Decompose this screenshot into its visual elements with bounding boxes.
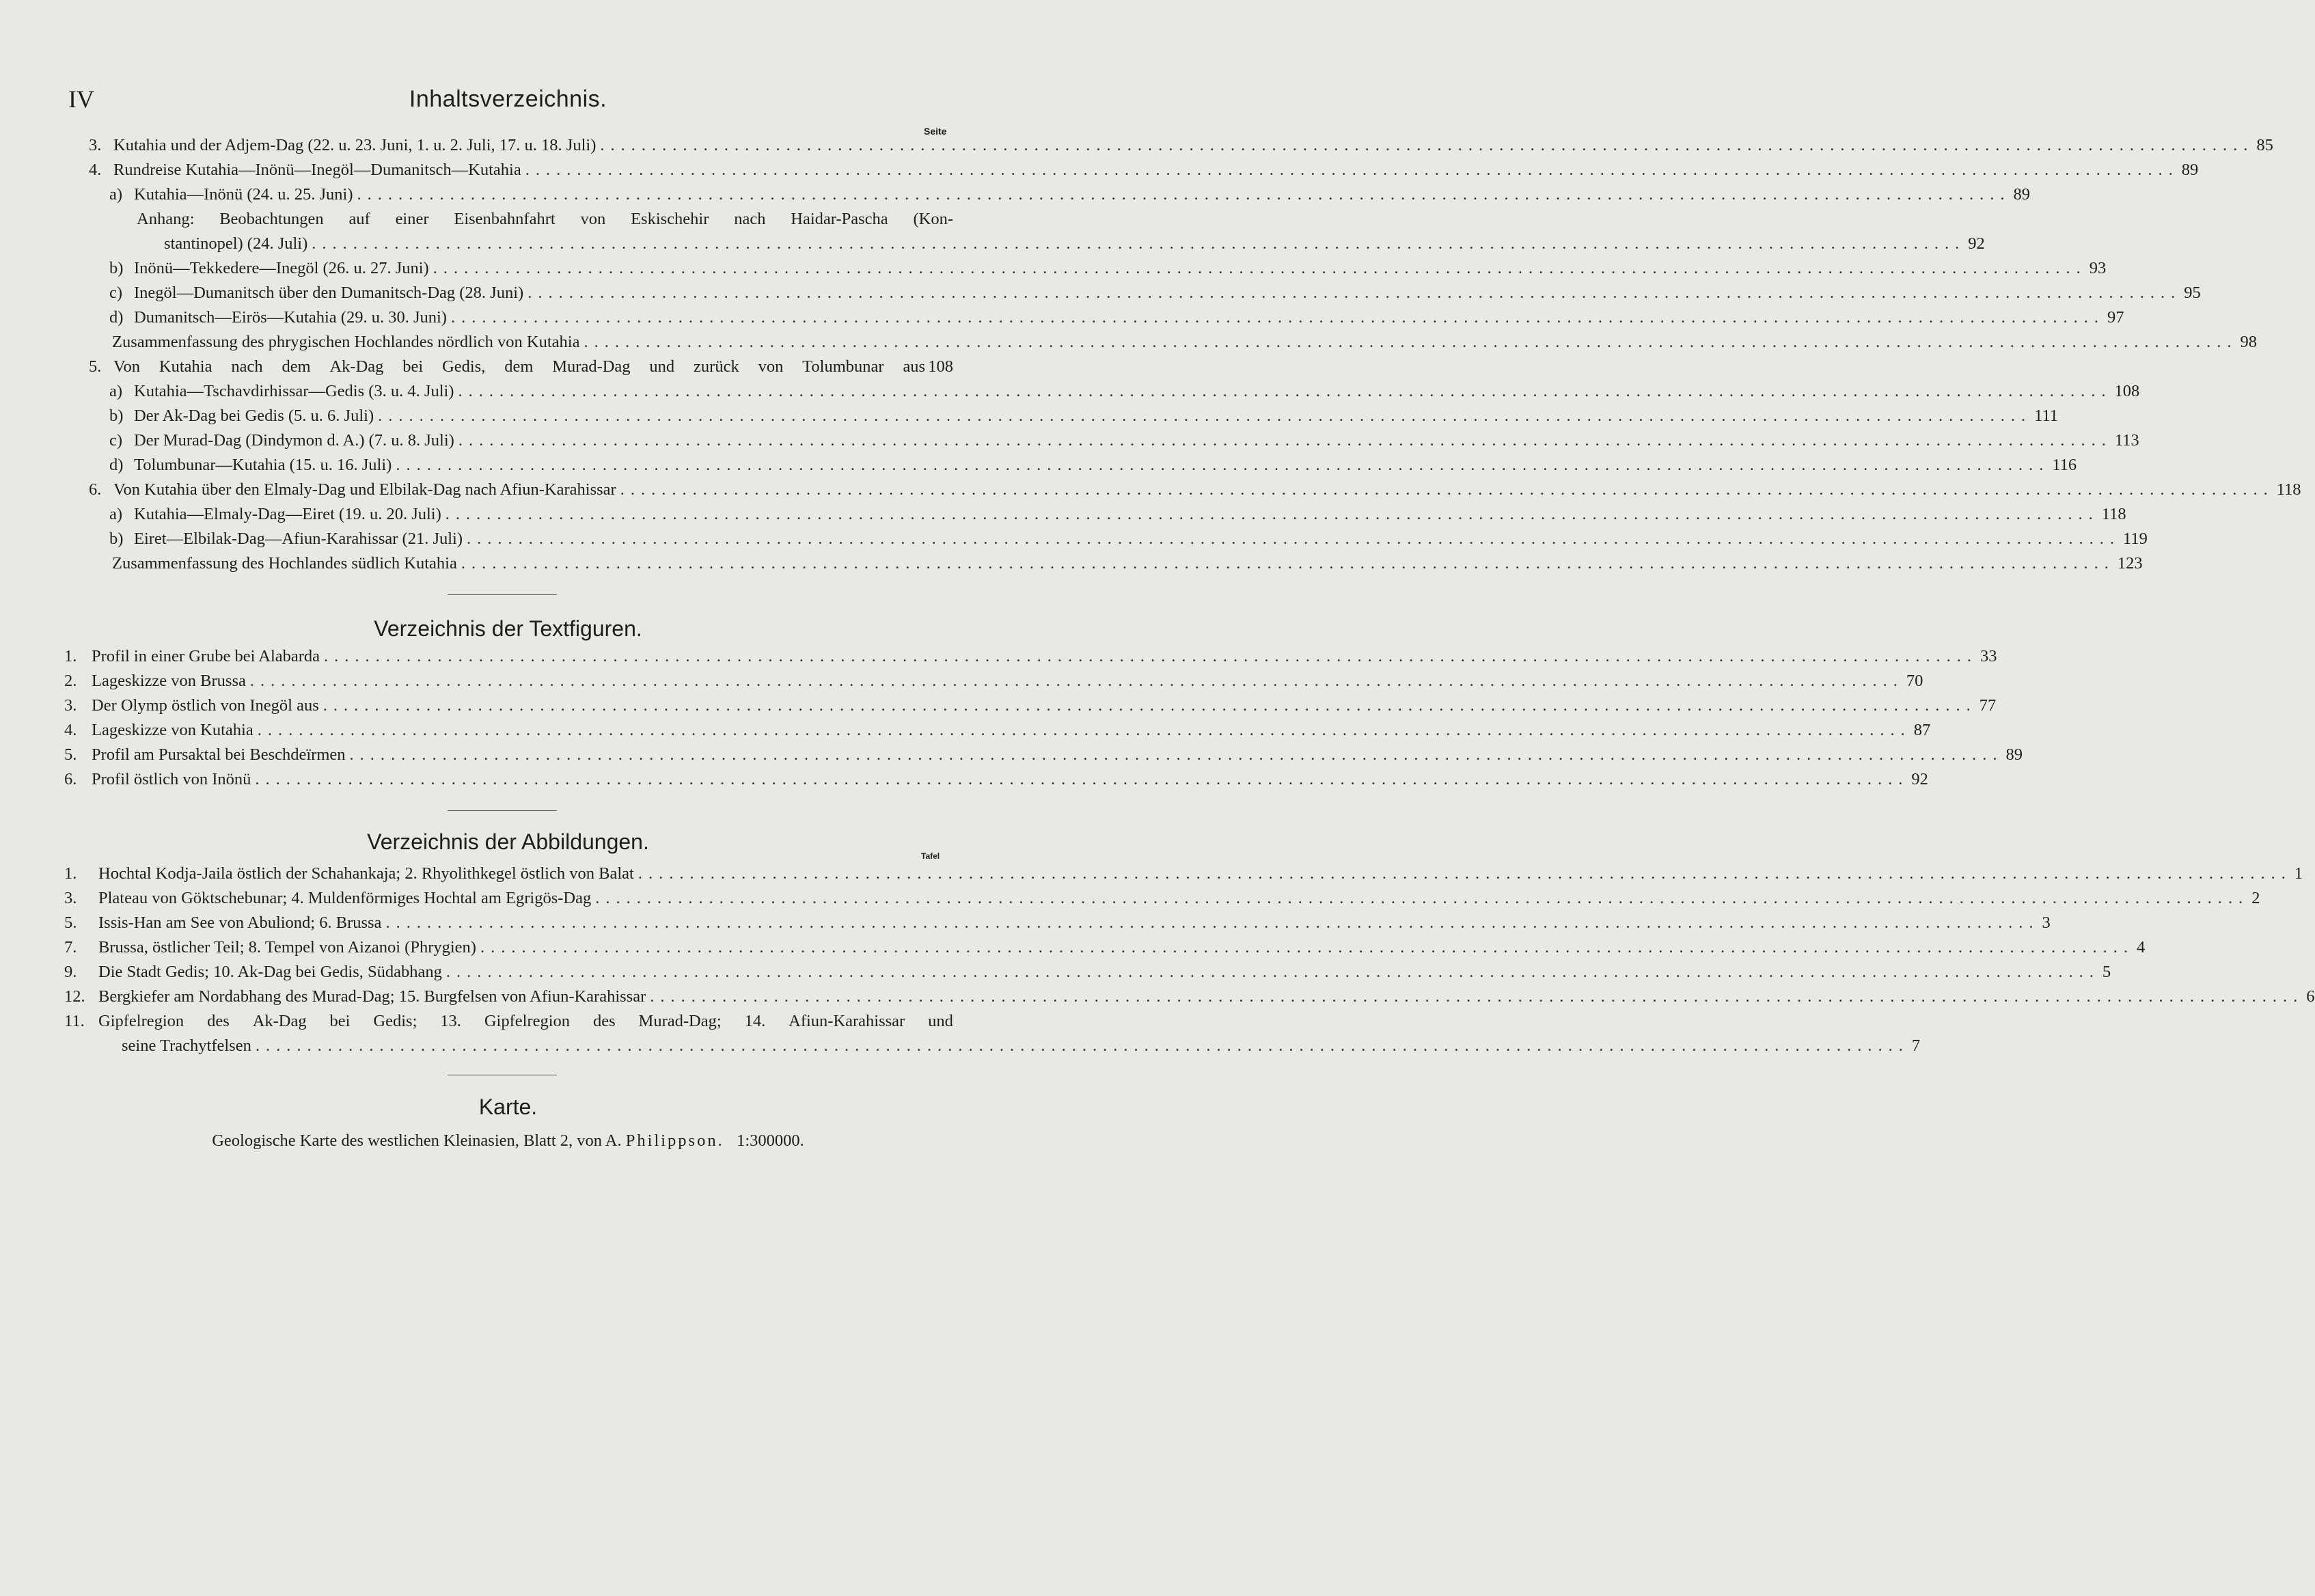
toc-entry-number: b) <box>109 407 124 425</box>
toc-entry-text: Kutahia—Elmaly-Dag—Eiret (19. u. 20. Juli) <box>134 505 441 523</box>
plate-leader-dots: ................................................................................................................................................................ <box>255 1036 1909 1055</box>
toc-entry-text: stantinopel) (24. Juli) <box>164 234 308 253</box>
toc-entry-number: d) <box>109 308 124 327</box>
toc-entry <box>109 307 2124 329</box>
toc-entry-number: b) <box>109 529 124 548</box>
word: zurück <box>694 357 739 376</box>
figure-entry <box>64 696 1997 717</box>
word: bei <box>402 357 424 376</box>
plate-entry <box>122 1036 1921 1058</box>
textfiguren-title: Verzeichnis der Textfiguren. <box>374 616 642 641</box>
figure-entry-text: Profil am Pursaktal bei Beschdeïrmen <box>92 745 346 764</box>
toc-entry <box>112 332 2257 354</box>
toc-entry-page: 89 <box>2181 161 2199 179</box>
toc-entry <box>89 357 953 379</box>
karte-entry <box>0 1131 1016 1151</box>
toc-entry-number: 4. <box>89 161 102 179</box>
plate-entry-page: 3 <box>2042 913 2051 932</box>
toc-entry <box>112 553 2143 575</box>
figure-leader-dots: ................................................................................................................................................................ <box>349 745 2003 764</box>
figure-leader-dots: ................................................................................................................................................................ <box>249 672 1904 690</box>
word: Anhang: <box>137 210 195 228</box>
column-head-tafel: Tafel <box>921 851 940 861</box>
karte-text: Geologische Karte des westlichen Kleinasien, Blatt 2, von A. <box>212 1131 622 1150</box>
figure-entry-text: Lageskizze von Brussa <box>92 672 246 690</box>
toc-entry-number: a) <box>109 185 123 204</box>
figure-entry-number: 5. <box>64 745 77 764</box>
toc-entry-number: a) <box>109 382 123 400</box>
word: Ak-Dag <box>329 357 384 376</box>
plate-entry-text: Plateau von Göktschebunar; 4. Muldenförmiges Hochtal am Egrigös-Dag <box>98 889 592 907</box>
figure-entry-number: 2. <box>64 672 77 690</box>
toc-leader-dots: ................................................................................................................................................................ <box>620 480 2274 499</box>
plate-entry-page: 6 <box>2306 987 2315 1006</box>
plate-entry <box>64 987 2315 1008</box>
figure-entry-page: 89 <box>2005 745 2023 764</box>
toc-leader-dots: ................................................................................................................................................................ <box>396 456 2050 474</box>
toc-entry <box>109 283 2201 305</box>
word: auf <box>348 210 370 228</box>
toc-leader-dots: ................................................................................................................................................................ <box>461 554 2115 573</box>
plate-leader-dots: ................................................................................................................................................................ <box>446 963 2100 981</box>
figure-entry-text: Profil in einer Grube bei Alabarda <box>92 647 320 665</box>
plate-entry-number: 3. <box>64 889 77 907</box>
toc-entry-number: c) <box>109 284 123 302</box>
word: von <box>758 357 784 376</box>
word: Eskischehir <box>631 210 709 228</box>
plate-entry-number: 5. <box>64 913 77 932</box>
toc-entry-text: Kutahia—Inönü (24. u. 25. Juni) <box>134 185 353 204</box>
toc-entry <box>137 209 953 231</box>
toc-entry-text: Kutahia—Tschavdirhissar—Gedis (3. u. 4. Juli) <box>134 382 454 400</box>
toc-entry <box>109 529 2148 551</box>
abbildungen-title: Verzeichnis der Abbildungen. <box>367 829 649 854</box>
word: Afiun-Karahissar <box>789 1012 905 1030</box>
column-head-seite: Seite <box>924 126 947 137</box>
toc-entry-text: Zusammenfassung des Hochlandes südlich Kutahia <box>112 554 457 573</box>
word: Beobachtungen <box>219 210 324 228</box>
word: Haidar-Pascha <box>791 210 888 228</box>
toc-leader-dots: ................................................................................................................................................................ <box>528 284 2182 302</box>
toc-entry <box>109 455 2077 477</box>
plate-entry-page: 2 <box>2251 889 2260 907</box>
toc-entry <box>89 160 2199 182</box>
toc-entry-page: 85 <box>2256 136 2273 154</box>
toc-entry <box>109 381 2140 403</box>
figure-entry-number: 4. <box>64 721 77 739</box>
word: dem <box>282 357 311 376</box>
figure-entry-page: 77 <box>1979 696 1997 715</box>
word: dem <box>504 357 534 376</box>
toc-entry-text: Zusammenfassung des phrygischen Hochlandes nördlich von Kutahia <box>112 333 580 351</box>
word: des <box>207 1012 230 1030</box>
figure-entry <box>64 646 1997 668</box>
plate-leader-dots: ................................................................................................................................................................ <box>480 938 2134 957</box>
separator-rule <box>448 594 557 595</box>
toc-entry-number: a) <box>109 505 123 523</box>
plate-entry-text: Brussa, östlicher Teil; 8. Tempel von Aizanoi (Phrygien) <box>98 938 476 957</box>
toc-entry-page: 98 <box>2240 333 2257 351</box>
word: des <box>592 1012 616 1030</box>
toc-entry-page: 118 <box>2101 505 2126 523</box>
plate-leader-dots: ................................................................................................................................................................ <box>595 889 2249 907</box>
plate-entry-number: 1. <box>64 864 77 883</box>
toc-entry <box>109 430 2139 452</box>
word: 13. <box>440 1012 461 1030</box>
word: von <box>580 210 606 228</box>
toc-entry-page: 113 <box>2114 431 2139 450</box>
toc-entry-text <box>137 209 953 230</box>
word: 14. <box>744 1012 766 1030</box>
toc-entry-text: Tolumbunar—Kutahia (15. u. 16. Juli) <box>134 456 392 474</box>
figure-entry <box>64 769 1928 791</box>
toc-entry-text: Kutahia und der Adjem-Dag (22. u. 23. Juni, 1. u. 2. Juli, 17. u. 18. Juli) <box>113 136 597 154</box>
word: Murad-Dag; <box>638 1012 722 1030</box>
plate-entry-text: Die Stadt Gedis; 10. Ak-Dag bei Gedis, Südabhang <box>98 963 442 981</box>
toc-entry-page: 111 <box>2034 407 2059 425</box>
plate-entry-page: 7 <box>1911 1036 1921 1055</box>
toc-entry-text: Dumanitsch—Eirös—Kutahia (29. u. 30. Juni) <box>134 308 447 327</box>
toc-entry-number: 5. <box>89 357 102 376</box>
word: (Kon- <box>913 210 953 228</box>
toc-entry-page: 118 <box>2276 480 2301 499</box>
plate-leader-dots: ................................................................................................................................................................ <box>650 987 2304 1006</box>
toc-entry-number: c) <box>109 431 123 450</box>
karte-scale: 1:300000. <box>737 1131 804 1150</box>
figure-entry-text: Lageskizze von Kutahia <box>92 721 254 739</box>
toc-entry-text: Eiret—Elbilak-Dag—Afiun-Karahissar (21. Juli) <box>134 529 463 548</box>
toc-entry-page: 108 <box>928 357 953 376</box>
toc-entry <box>89 135 2273 157</box>
figure-entry <box>64 671 1923 693</box>
toc-entry-number: 6. <box>89 480 102 499</box>
toc-entry-number: b) <box>109 259 124 277</box>
page-number: IV <box>68 85 94 113</box>
toc-entry <box>164 234 1985 256</box>
toc-leader-dots: ................................................................................................................................................................ <box>600 136 2254 154</box>
toc-entry <box>109 504 2126 526</box>
karte-author: Philippson. <box>625 1131 724 1150</box>
plate-entry-page: 4 <box>2136 938 2146 957</box>
toc-entry-number: d) <box>109 456 124 474</box>
word: Tolumbunar <box>802 357 884 376</box>
karte-title: Karte. <box>478 1095 538 1119</box>
toc-entry-page: 108 <box>2114 382 2140 400</box>
toc-leader-dots: ................................................................................................................................................................ <box>357 185 2011 204</box>
toc-entry-page: 92 <box>1968 234 1985 253</box>
plate-entry-text: Bergkiefer am Nordabhang des Murad-Dag; 15. Burgfelsen von Afiun-Karahissar <box>98 987 646 1006</box>
toc-entry-page: 89 <box>2013 185 2030 204</box>
plate-entry <box>64 937 2146 959</box>
toc-leader-dots: ................................................................................................................................................................ <box>378 407 2032 425</box>
word: Eisenbahnfahrt <box>454 210 556 228</box>
plate-entry-number: 9. <box>64 963 77 981</box>
figure-entry-text: Profil östlich von Inönü <box>92 770 251 788</box>
word: Kutahia <box>159 357 213 376</box>
running-title: Inhaltsverzeichnis. <box>409 86 607 112</box>
word: und <box>649 357 675 376</box>
plate-entry-text: Issis-Han am See von Abuliond; 6. Brussa <box>98 913 382 932</box>
figure-entry-number: 6. <box>64 770 77 788</box>
toc-entry <box>109 184 2030 206</box>
toc-entry-text: Rundreise Kutahia—Inönü—Inegöl—Dumanitsch—Kutahia <box>113 161 521 179</box>
toc-entry <box>109 258 2107 280</box>
word: Von <box>113 357 141 376</box>
figure-entry-page: 33 <box>1980 647 1997 665</box>
toc-entry <box>89 480 2301 501</box>
toc-entry-page: 116 <box>2052 456 2077 474</box>
plate-entry-number: 11. <box>64 1012 85 1030</box>
word: nach <box>734 210 766 228</box>
toc-entry-page: 119 <box>2123 529 2148 548</box>
figure-entry-page: 70 <box>1906 672 1923 690</box>
plate-entry <box>64 962 2111 984</box>
toc-leader-dots: ................................................................................................................................................................ <box>458 431 2112 450</box>
toc-entry <box>109 406 2059 428</box>
plate-entry <box>64 913 2051 935</box>
plate-entry <box>64 888 2260 910</box>
word: nach <box>231 357 263 376</box>
figure-entry-page: 92 <box>1911 770 1928 788</box>
word: Gipfelregion <box>98 1012 184 1030</box>
word: Gipfelregion <box>484 1012 571 1030</box>
toc-entry-text <box>113 357 925 377</box>
figure-entry-page: 87 <box>1913 721 1931 739</box>
word: und <box>928 1012 953 1030</box>
word: einer <box>395 210 429 228</box>
figure-leader-dots: ................................................................................................................................................................ <box>257 721 1911 739</box>
toc-leader-dots: ................................................................................................................................................................ <box>450 308 2105 327</box>
toc-leader-dots: ................................................................................................................................................................ <box>433 259 2087 277</box>
toc-entry-text: Inegöl—Dumanitsch über den Dumanitsch-Dag (28. Juni) <box>134 284 524 302</box>
figure-entry-number: 3. <box>64 696 77 715</box>
toc-leader-dots: ................................................................................................................................................................ <box>458 382 2112 400</box>
toc-entry-page: 93 <box>2089 259 2107 277</box>
separator-rule <box>448 810 557 811</box>
figure-entry-text: Der Olymp östlich von Inegöl aus <box>92 696 319 715</box>
word: bei <box>329 1012 351 1030</box>
toc-entry-page: 123 <box>2117 554 2143 573</box>
toc-entry-text: Inönü—Tekkedere—Inegöl (26. u. 27. Juni) <box>134 259 429 277</box>
toc-leader-dots: ................................................................................................................................................................ <box>584 333 2238 351</box>
toc-leader-dots: ................................................................................................................................................................ <box>312 234 1966 253</box>
plate-entry-text: Hochtal Kodja-Jaila östlich der Schahankaja; 2. Rhyolithkegel östlich von Balat <box>98 864 634 883</box>
word: Murad-Dag <box>552 357 631 376</box>
figure-entry-number: 1. <box>64 647 77 665</box>
plate-entry-number: 12. <box>64 987 85 1006</box>
toc-entry-page: 95 <box>2184 284 2201 302</box>
toc-entry-text: Von Kutahia über den Elmaly-Dag und Elbilak-Dag nach Afiun-Karahissar <box>113 480 616 499</box>
plate-leader-dots: ................................................................................................................................................................ <box>385 913 2040 932</box>
plate-entry-page: 1 <box>2294 864 2303 883</box>
plate-entry-text <box>98 1011 953 1032</box>
toc-leader-dots: ................................................................................................................................................................ <box>467 529 2121 548</box>
plate-leader-dots: ................................................................................................................................................................ <box>638 864 2292 883</box>
plate-entry <box>64 1011 953 1033</box>
word: Gedis; <box>373 1012 417 1030</box>
toc-entry-number: 3. <box>89 136 102 154</box>
plate-entry-text: seine Trachytfelsen <box>122 1036 251 1055</box>
toc-entry-page: 97 <box>2107 308 2124 327</box>
word: Ak-Dag <box>252 1012 307 1030</box>
word: aus <box>903 357 926 376</box>
plate-entry-number: 7. <box>64 938 77 957</box>
toc-leader-dots: ................................................................................................................................................................ <box>445 505 2099 523</box>
word: Gedis, <box>442 357 486 376</box>
plate-entry <box>64 864 2303 885</box>
figure-entry <box>64 720 1931 742</box>
figure-leader-dots: ................................................................................................................................................................ <box>323 696 1977 715</box>
plate-entry-page: 5 <box>2102 963 2111 981</box>
figure-entry <box>64 745 2023 767</box>
figure-leader-dots: ................................................................................................................................................................ <box>255 770 1909 788</box>
toc-entry-text: Der Ak-Dag bei Gedis (5. u. 6. Juli) <box>134 407 374 425</box>
toc-leader-dots: ................................................................................................................................................................ <box>525 161 2179 179</box>
figure-leader-dots: ................................................................................................................................................................ <box>324 647 1978 665</box>
toc-entry-text: Der Murad-Dag (Dindymon d. A.) (7. u. 8. Juli) <box>134 431 454 450</box>
